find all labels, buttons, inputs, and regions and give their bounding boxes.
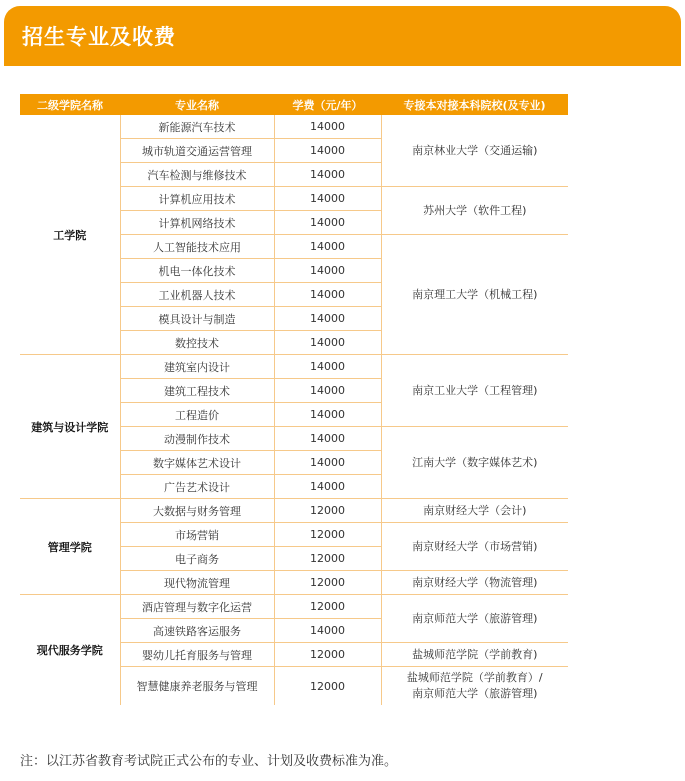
university-line-2: 南京师范大学（旅游管理) <box>412 687 538 700</box>
major-cell: 广告艺术设计 <box>120 475 274 499</box>
fee-cell: 14000 <box>274 331 381 355</box>
fee-cell: 14000 <box>274 427 381 451</box>
fee-cell: 12000 <box>274 523 381 547</box>
university-cell: 南京财经大学（物流管理) <box>381 571 568 595</box>
table-row <box>20 595 568 619</box>
major-cell: 高速铁路客运服务 <box>120 619 274 643</box>
major-cell: 数控技术 <box>120 331 274 355</box>
major-cell: 婴幼儿托育服务与管理 <box>120 643 274 667</box>
major-cell: 大数据与财务管理 <box>120 499 274 523</box>
fee-cell: 14000 <box>274 355 381 379</box>
fee-cell: 12000 <box>274 595 381 619</box>
fee-cell: 14000 <box>274 283 381 307</box>
footnote: 注：以江苏省教育考试院正式公布的专业、计划及收费标准为准。 <box>20 754 398 769</box>
fee-cell: 14000 <box>274 187 381 211</box>
fee-cell: 12000 <box>274 667 381 706</box>
fee-cell: 14000 <box>274 115 381 139</box>
college-cell: 工学院 <box>20 115 120 355</box>
fee-cell: 14000 <box>274 451 381 475</box>
fee-cell: 14000 <box>274 235 381 259</box>
university-cell: 南京财经大学（市场营销) <box>381 523 568 571</box>
fee-cell: 14000 <box>274 475 381 499</box>
college-cell: 现代服务学院 <box>20 595 120 706</box>
major-cell: 工程造价 <box>120 403 274 427</box>
table-row <box>20 499 568 523</box>
major-cell: 数字媒体艺术设计 <box>120 451 274 475</box>
major-cell: 电子商务 <box>120 547 274 571</box>
fee-cell: 14000 <box>274 259 381 283</box>
major-cell: 计算机网络技术 <box>120 211 274 235</box>
fee-cell: 14000 <box>274 619 381 643</box>
table-row <box>20 115 568 139</box>
university-cell: 盐城师范学院（学前教育) <box>381 643 568 667</box>
fee-cell: 14000 <box>274 163 381 187</box>
university-cell: 苏州大学（软件工程) <box>381 187 568 235</box>
fee-cell: 14000 <box>274 379 381 403</box>
fee-cell: 12000 <box>274 571 381 595</box>
university-cell: 南京工业大学（工程管理) <box>381 355 568 427</box>
col-header-college: 二级学院名称 <box>20 94 120 115</box>
fee-cell: 14000 <box>274 307 381 331</box>
university-cell: 南京林业大学（交通运输) <box>381 115 568 187</box>
major-cell: 人工智能技术应用 <box>120 235 274 259</box>
university-cell <box>381 667 568 706</box>
fee-table <box>20 94 568 705</box>
col-header-fee: 学费（元/年） <box>274 94 381 115</box>
major-cell: 工业机器人技术 <box>120 283 274 307</box>
college-cell: 建筑与设计学院 <box>20 355 120 499</box>
university-cell: 江南大学（数字媒体艺术) <box>381 427 568 499</box>
major-cell: 汽车检测与维修技术 <box>120 163 274 187</box>
header-banner <box>4 6 681 66</box>
fee-cell: 12000 <box>274 547 381 571</box>
major-cell: 计算机应用技术 <box>120 187 274 211</box>
fee-cell: 14000 <box>274 211 381 235</box>
major-cell: 建筑室内设计 <box>120 355 274 379</box>
major-cell: 动漫制作技术 <box>120 427 274 451</box>
major-cell: 机电一体化技术 <box>120 259 274 283</box>
university-cell: 南京师范大学（旅游管理) <box>381 595 568 643</box>
major-cell: 市场营销 <box>120 523 274 547</box>
page-title: 招生专业及收费 <box>22 25 176 49</box>
col-header-university: 专接本对接本科院校(及专业) <box>381 94 568 115</box>
university-cell: 南京财经大学（会计) <box>381 499 568 523</box>
fee-cell: 12000 <box>274 499 381 523</box>
major-cell: 模具设计与制造 <box>120 307 274 331</box>
table-row <box>20 355 568 379</box>
fee-cell: 12000 <box>274 643 381 667</box>
fee-cell: 14000 <box>274 403 381 427</box>
major-cell: 新能源汽车技术 <box>120 115 274 139</box>
table-header-row <box>20 94 568 115</box>
university-cell: 南京理工大学（机械工程) <box>381 235 568 355</box>
major-cell: 智慧健康养老服务与管理 <box>120 667 274 706</box>
college-cell: 管理学院 <box>20 499 120 595</box>
university-line-1: 盐城师范学院（学前教育）/ <box>406 671 543 684</box>
major-cell: 现代物流管理 <box>120 571 274 595</box>
major-cell: 城市轨道交通运营管理 <box>120 139 274 163</box>
col-header-major: 专业名称 <box>120 94 274 115</box>
fee-cell: 14000 <box>274 139 381 163</box>
major-cell: 酒店管理与数字化运营 <box>120 595 274 619</box>
major-cell: 建筑工程技术 <box>120 379 274 403</box>
